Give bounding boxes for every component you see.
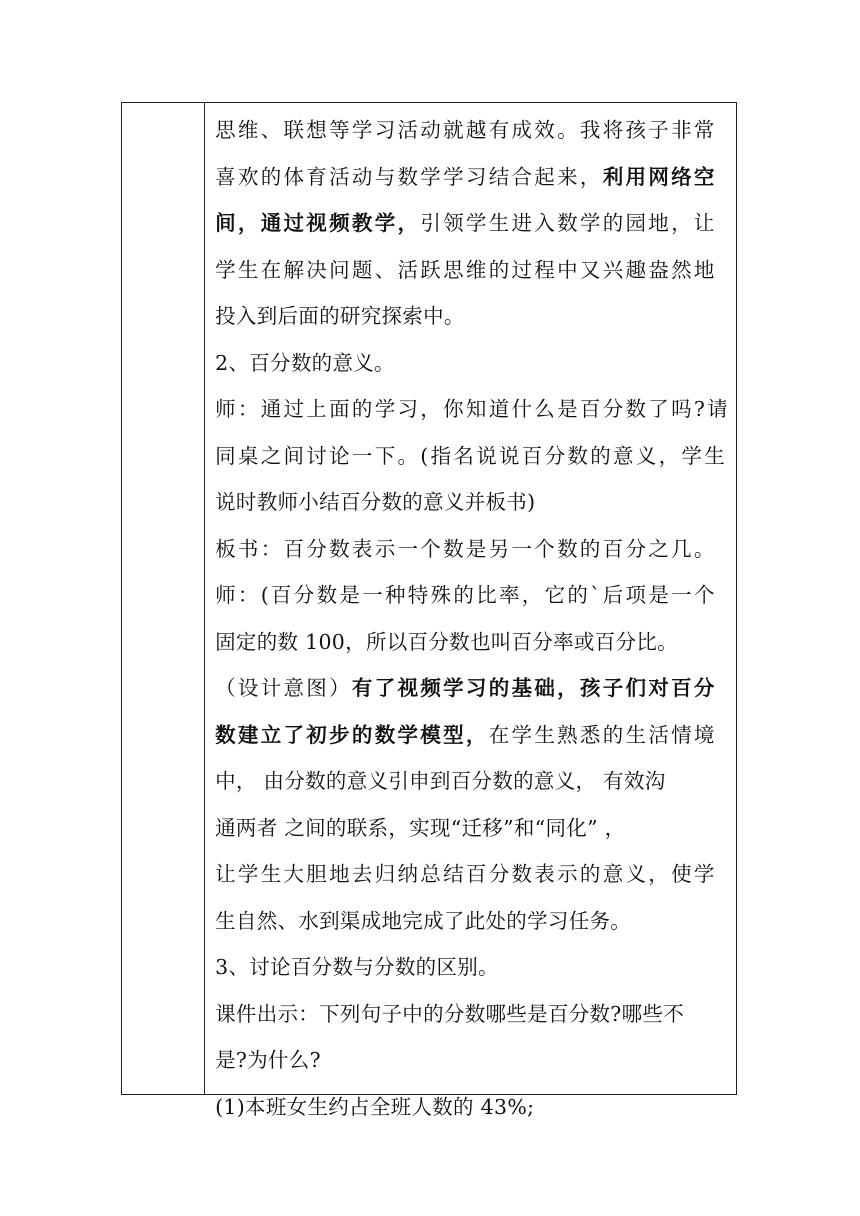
text-segment: 固定的数 100，所以百分数也叫百分率或百分比。 xyxy=(215,629,678,654)
text-segment: 同桌之间讨论一下。(指名说说百分数的意义，学生 xyxy=(215,443,728,468)
text-line xyxy=(215,340,730,387)
text-line xyxy=(215,386,730,433)
text-line xyxy=(215,712,730,759)
text-line xyxy=(215,200,730,247)
text-segment: 生自然、水到渠成地完成了此处的学习任务。 xyxy=(215,908,632,933)
text-segment: (1)本班女生约占全班人数的 43%; xyxy=(215,1094,535,1119)
text-segment: 中， 由分数的意义引申到百分数的意义， 有效沟 xyxy=(215,769,666,793)
text-segment: （设计意图） xyxy=(215,676,352,700)
document-table xyxy=(121,102,737,1119)
text-segment: 是?为什么? xyxy=(215,1048,321,1072)
text-line xyxy=(215,805,730,852)
text-line xyxy=(215,851,730,898)
text-line xyxy=(215,433,730,480)
text-segment: 课件出示：下列句子中的分数哪些是百分数?哪些不 xyxy=(215,1001,684,1026)
text-line xyxy=(215,526,730,573)
text-segment: 学生在解决问题、活跃思维的过程中又兴趣盎然地 xyxy=(215,257,717,282)
text-segment: 师：通过上面的学习，你知道什么是百分数了吗?请 xyxy=(215,397,730,421)
text-line xyxy=(215,154,730,201)
text-line xyxy=(215,247,730,294)
table-content-cell xyxy=(205,103,736,1119)
text-line xyxy=(215,665,730,712)
table-left-cell xyxy=(122,103,205,1094)
text-segment: 让学生大胆地去归纳总结百分数表示的意义，使学 xyxy=(215,862,717,886)
text-segment: 引领学生进入数学的园地，让 xyxy=(420,211,717,235)
text-segment: 在学生熟悉的生活情境 xyxy=(488,722,717,747)
bold-text: 数建立了初步的数学模型， xyxy=(215,722,489,747)
bold-text: 利用网络空 xyxy=(602,164,717,189)
text-line xyxy=(215,1084,730,1131)
text-line xyxy=(215,898,730,945)
text-line xyxy=(215,107,730,154)
text-line xyxy=(215,572,730,619)
text-segment: 板书：百分数表示一个数是另一个数的百分之几。 xyxy=(215,536,717,561)
text-line xyxy=(215,619,730,666)
text-line xyxy=(215,944,730,991)
text-line xyxy=(215,1037,730,1084)
text-line xyxy=(215,991,730,1038)
text-segment: 师：(百分数是一种特殊的比率，它的`后项是一个 xyxy=(215,583,717,607)
text-segment: 3、讨论百分数与分数的区别。 xyxy=(215,955,499,979)
text-segment: 2、百分数的意义。 xyxy=(215,350,395,375)
text-segment: 喜欢的体育活动与数学学习结合起来， xyxy=(215,164,603,189)
text-line xyxy=(215,293,730,340)
bold-text: 间，通过视频教学， xyxy=(215,211,421,235)
text-segment: 通两者 之间的联系，实现“迁移”和“同化” ， xyxy=(215,815,626,840)
text-segment: 说时教师小结百分数的意义并板书) xyxy=(215,490,536,514)
text-line xyxy=(215,479,730,526)
text-segment: 投入到后面的研究探索中。 xyxy=(215,304,465,328)
bold-text: 有了视频学习的基础，孩子们对百分 xyxy=(351,676,717,700)
text-segment: 思维、联想等学习活动就越有成效。我将孩子非常 xyxy=(215,118,717,142)
text-line xyxy=(215,758,730,805)
